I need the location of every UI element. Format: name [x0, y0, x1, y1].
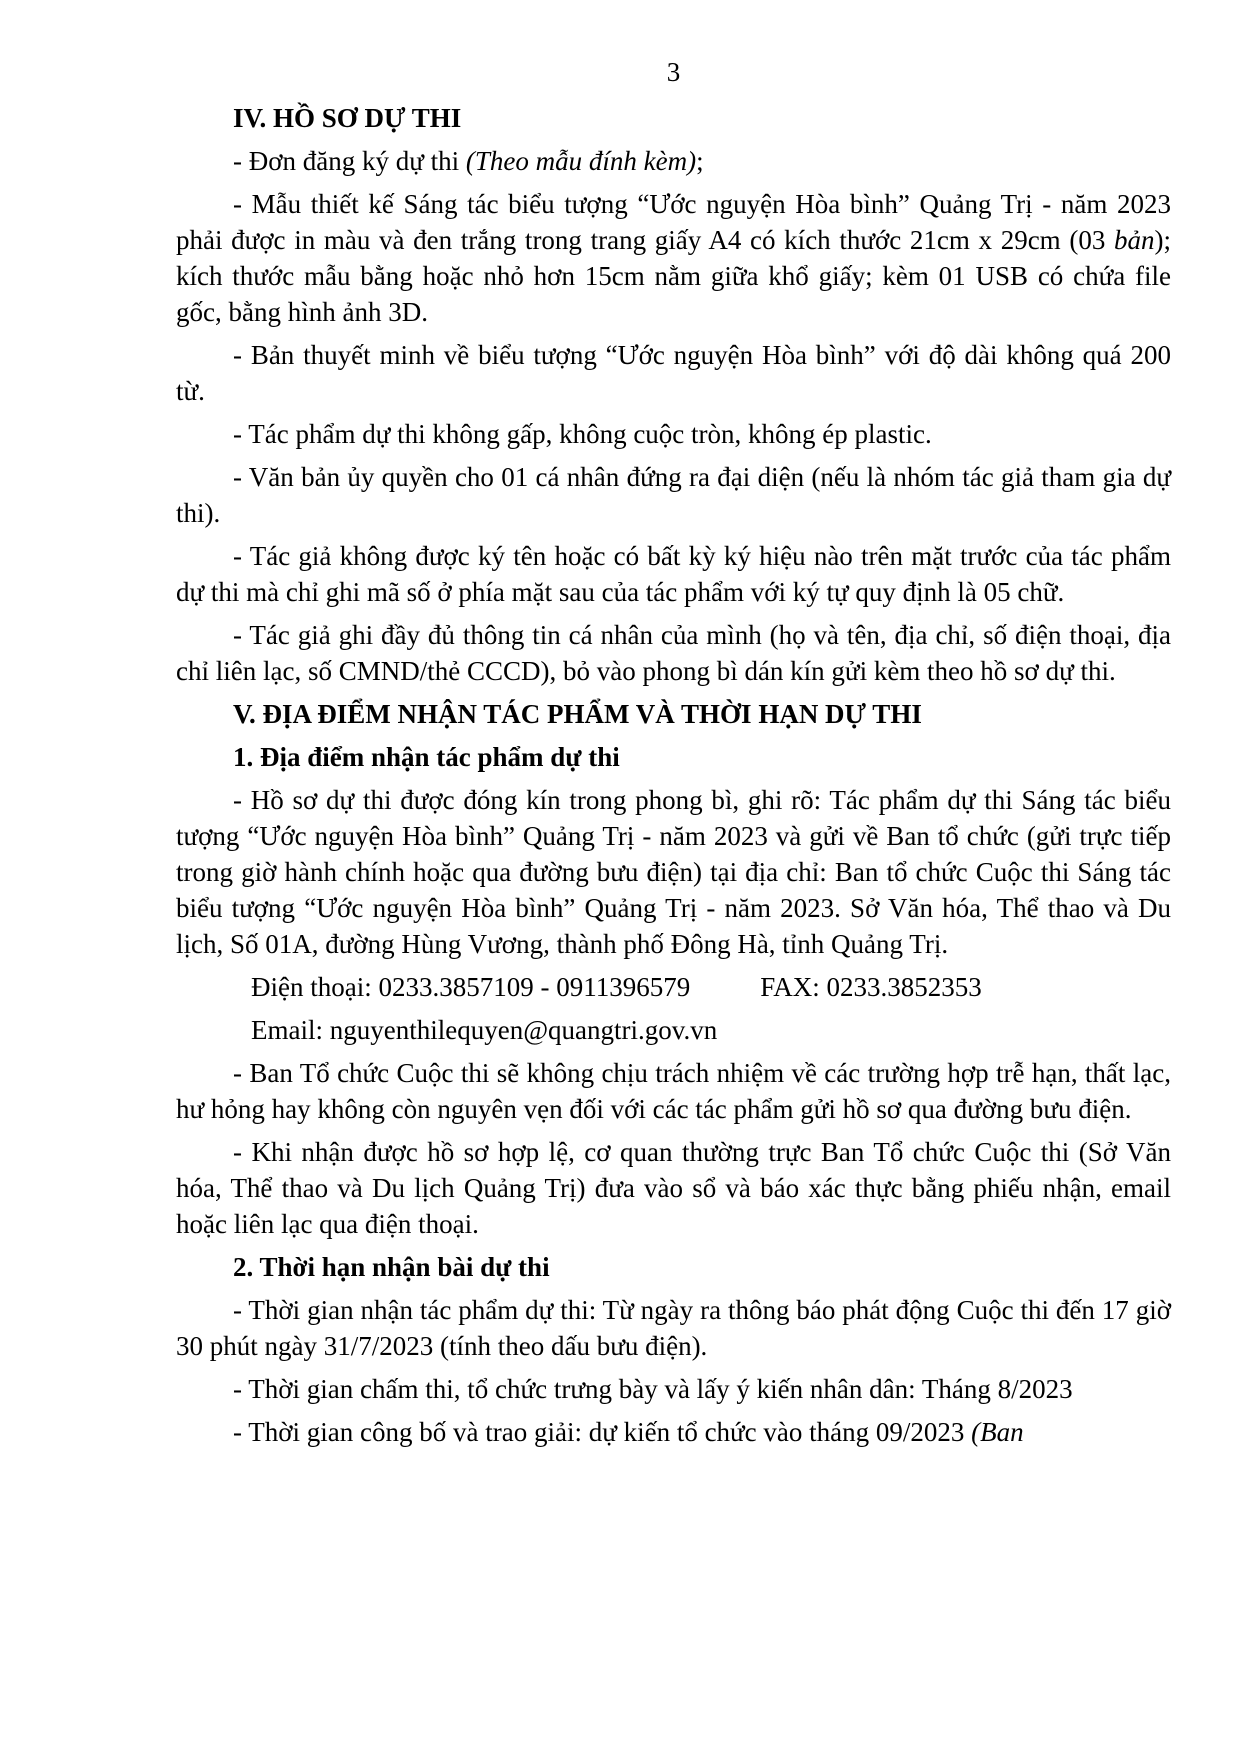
paragraph-registration-form-text: ;: [696, 146, 704, 176]
paragraph-judging-time-text: - Thời gian chấm thi, tổ chức trưng bày và lấy ý kiến nhân dân: Tháng 8/2023: [233, 1374, 1073, 1404]
paragraph-design-template-text: ); kích thước mẫu bằng hoặc nhỏ hơn 15cm nằm giữa khổ giấy; kèm 01 USB có chứa file gốc, bằng hình ảnh 3D.: [176, 225, 1171, 327]
paragraph-registration-form-text: (Theo mẫu đính kèm): [465, 146, 697, 176]
paragraph-authorization-text: - Văn bản ủy quyền cho 01 cá nhân đứng ra đại diện (nếu là nhóm tác giả tham gia dự thi).: [176, 462, 1171, 528]
paragraph-description-note: [176, 337, 1171, 409]
paragraph-registration-form: [176, 143, 1171, 179]
contact-email-line-text: Email: nguyenthilequyen@quangtri.gov.vn: [251, 1015, 718, 1045]
document-body: [176, 100, 1171, 1450]
paragraph-design-template: [176, 186, 1171, 330]
paragraph-no-folding-text: - Tác phẩm dự thi không gấp, không cuộc tròn, không ép plastic.: [233, 419, 932, 449]
contact-phone-fax-line-text: FAX: 0233.3852353: [760, 972, 982, 1002]
paragraph-no-signature: [176, 538, 1171, 610]
paragraph-submission-deadline: [176, 1292, 1171, 1364]
subsection-1-heading-text: 1. Địa điểm nhận tác phẩm dự thi: [233, 742, 620, 772]
page-number: 3: [666, 57, 681, 87]
paragraph-no-folding: [176, 416, 1171, 452]
paragraph-judging-time: [176, 1371, 1171, 1407]
paragraph-no-liability: [176, 1055, 1171, 1127]
subsection-2-heading: [176, 1249, 1171, 1285]
paragraph-authorization: [176, 459, 1171, 531]
section-iv-heading: [176, 100, 1171, 136]
paragraph-design-template-text: bản: [1114, 225, 1155, 255]
section-v-heading: [176, 696, 1171, 732]
paragraph-personal-info: [176, 617, 1171, 689]
subsection-1-heading: [176, 739, 1171, 775]
paragraph-award-time-text: (Ban: [971, 1417, 1024, 1447]
paragraph-submission-address: [176, 782, 1171, 962]
paragraph-personal-info-text: - Tác giả ghi đầy đủ thông tin cá nhân của mình (họ và tên, địa chỉ, số điện thoại, địa chỉ liên lạc, số CMND/thẻ CCCD), bỏ vào phong bì dán kín gửi kèm theo hồ sơ dự thi.: [176, 620, 1171, 686]
paragraph-award-time-text: - Thời gian công bố và trao giải: dự kiến tổ chức vào tháng 09/2023: [233, 1417, 972, 1447]
paragraph-registration-form-text: - Đơn đăng ký dự thi: [233, 146, 466, 176]
paragraph-award-time: [176, 1414, 1171, 1450]
section-v-heading-text: V. ĐỊA ĐIỂM NHẬN TÁC PHẨM VÀ THỜI HẠN DỰ THI: [233, 699, 922, 729]
contact-phone-fax-line-text: Điện thoại: 0233.3857109 - 0911396579: [251, 972, 691, 1002]
paragraph-no-liability-text: - Ban Tổ chức Cuộc thi sẽ không chịu trách nhiệm về các trường hợp trễ hạn, thất lạc, hư hỏng hay không còn nguyên vẹn đối với các tác phẩm gửi hồ sơ qua đường bưu điện.: [176, 1058, 1171, 1124]
paragraph-no-signature-text: - Tác giả không được ký tên hoặc có bất kỳ ký hiệu nào trên mặt trước của tác phẩm dự thi mà chỉ ghi mã số ở phía mặt sau của tác phẩm với ký tự quy định là 05 chữ.: [176, 541, 1171, 607]
subsection-2-heading-text: 2. Thời hạn nhận bài dự thi: [233, 1252, 550, 1282]
paragraph-submission-address-text: - Hồ sơ dự thi được đóng kín trong phong bì, ghi rõ: Tác phẩm dự thi Sáng tác biểu tượng “Ước nguyện Hòa bình” Quảng Trị - năm 2023 và gửi về Ban tổ chức (gửi trực tiếp trong giờ hành chính hoặc qua đường bưu điện) tại địa chỉ: Ban tổ chức Cuộc thi Sáng tác biểu tượng “Ước nguyện Hòa bình” Quảng Trị - năm 2023. Sở Văn hóa, Thể thao và Du lịch, Số 01A, đường Hùng Vương, thành phố Đông Hà, tỉnh Quảng Trị.: [176, 785, 1171, 959]
paragraph-description-note-text: - Bản thuyết minh về biểu tượng “Ước nguyện Hòa bình” với độ dài không quá 200 từ.: [176, 340, 1171, 406]
contact-email-line: [176, 1012, 1171, 1048]
contact-phone-fax-line: [176, 969, 1171, 1005]
paragraph-receipt-confirmation: [176, 1134, 1171, 1242]
section-iv-heading-text: IV. HỒ SƠ DỰ THI: [233, 103, 462, 133]
paragraph-design-template-text: - Mẫu thiết kế Sáng tác biểu tượng “Ước nguyện Hòa bình” Quảng Trị - năm 2023 phải được in màu và đen trắng trong trang giấy A4 có kích thước 21cm x 29cm (03: [176, 189, 1171, 255]
paragraph-receipt-confirmation-text: - Khi nhận được hồ sơ hợp lệ, cơ quan thường trực Ban Tổ chức Cuộc thi (Sở Văn hóa, Thể thao và Du lịch Quảng Trị) đưa vào sổ và báo xác thực bằng phiếu nhận, email hoặc liên lạc qua điện thoại.: [176, 1137, 1171, 1239]
paragraph-submission-deadline-text: - Thời gian nhận tác phẩm dự thi: Từ ngày ra thông báo phát động Cuộc thi đến 17 giờ 30 phút ngày 31/7/2023 (tính theo dấu bưu điện).: [176, 1295, 1171, 1361]
